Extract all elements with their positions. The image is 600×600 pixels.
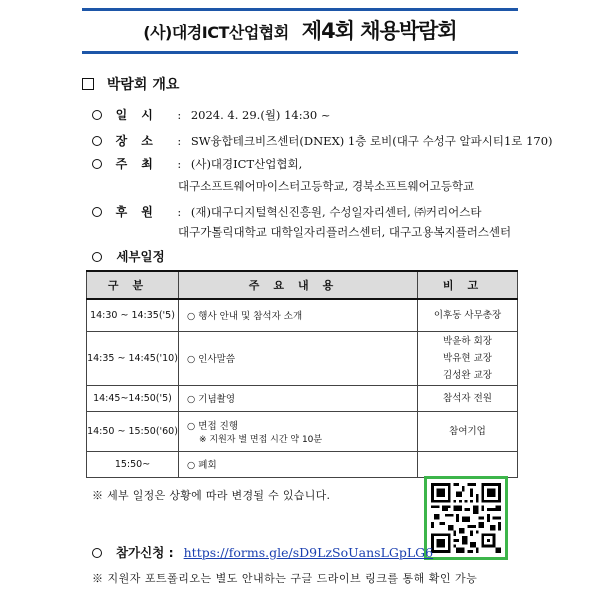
info-value: (사)대경ICT산업협회,: [190, 157, 303, 171]
qr-code[interactable]: [424, 476, 508, 560]
application-label: 참가신청 :: [115, 545, 174, 560]
application-line: [92, 543, 433, 561]
circle-bullet-icon: [92, 548, 102, 558]
table-header-row: [87, 271, 518, 299]
info-value: SW융합테크비즈센터(DNEX) 1층 로비(대구 수성구 알파시티1로 170): [190, 134, 553, 148]
content-line: ○ 면접 진행: [187, 420, 239, 432]
schedule-footnote: ※ 세부 일정은 상황에 따라 변경될 수 있습니다.: [92, 489, 331, 502]
column-header: 구분: [87, 271, 179, 299]
circle-bullet-icon: [92, 159, 102, 169]
content-cell: ○ 폐회: [179, 451, 418, 477]
title-org: (사)대경ICT산업협회: [143, 23, 289, 42]
circle-bullet-icon: [92, 110, 102, 120]
title-event: 제4회 채용박람회: [301, 19, 457, 43]
note-cell: [418, 299, 518, 331]
circle-bullet-icon: [92, 136, 102, 146]
note-line: 참여기업: [449, 425, 486, 437]
info-value-cont: 대구소프트웨어마이스터고등학교, 경북소프트웨어고등학교: [178, 179, 475, 193]
circle-bullet-icon: [92, 207, 102, 217]
content-cell: ○ 행사 안내 및 참석자 소개: [179, 299, 418, 331]
note-line: 박윤하 회장: [443, 335, 492, 347]
schedule-table: [86, 270, 518, 478]
info-label: 장소: [115, 134, 167, 148]
time-cell: 15:50~: [87, 451, 179, 477]
note-line: 이후동 사무총장: [433, 309, 502, 321]
note-line: 김성완 교장: [443, 369, 492, 381]
note-cell: [418, 331, 518, 385]
schedule-heading-text: 세부일정: [116, 249, 165, 264]
info-row-host: 주최 : (사)대경ICT산업협회,: [92, 155, 302, 172]
overview-heading-text: 박람회 개요: [106, 77, 180, 93]
info-row-sponsor: 후원 : (재)대구디지털혁신진흥원, 수성일자리센터, ㈜커리어스타: [92, 203, 481, 220]
time-cell: 14:45~14:50('5): [87, 385, 179, 411]
time-cell: 14:30 ~ 14:35('5): [87, 299, 179, 331]
info-row-venue: 장소 : SW융합테크비즈센터(DNEX) 1층 로비(대구 수성구 알파시티1로 170): [92, 132, 553, 149]
info-row-date: 일시 : 2024. 4. 29.(월) 14:30 ~: [92, 106, 331, 123]
info-label: 주최: [115, 157, 167, 171]
content-subnote: ※ 지원자 별 면접 시간 약 10분: [199, 434, 323, 445]
overview-heading: [82, 74, 179, 94]
info-value-cont: 대구가톨릭대학교 대학일자리플러스센터, 대구고용복지플러스센터: [178, 225, 512, 239]
note-cell: [418, 385, 518, 411]
info-value: (재)대구디지털혁신진흥원, 수성일자리센터, ㈜커리어스타: [190, 205, 482, 219]
table-row: [87, 299, 518, 331]
application-link[interactable]: https://forms.gle/sD9LzSoUansLGpLG6: [183, 545, 434, 560]
table-row: [87, 385, 518, 411]
info-label: 일시: [115, 108, 167, 122]
column-header: 비고: [418, 271, 518, 299]
table-row: [87, 331, 518, 385]
note-cell: [418, 451, 518, 477]
document-title: [82, 8, 518, 54]
column-header: 주요내용: [179, 271, 418, 299]
note-cell: [418, 411, 518, 451]
time-cell: 14:50 ~ 15:50('60): [87, 411, 179, 451]
info-value: 2024. 4. 29.(월) 14:30 ~: [190, 108, 331, 122]
table-row: [87, 411, 518, 451]
time-cell: 14:35 ~ 14:45('10): [87, 331, 179, 385]
portfolio-footnote: ※ 지원자 포트폴리오는 별도 안내하는 구글 드라이브 링크를 통해 확인 가능: [92, 572, 478, 585]
schedule-heading: [92, 247, 165, 265]
info-label: 후원: [115, 205, 167, 219]
content-cell: [179, 411, 418, 451]
content-cell: ○ 기념촬영: [179, 385, 418, 411]
qr-code-icon: [431, 483, 501, 553]
checkbox-square-icon: [82, 78, 94, 90]
circle-bullet-icon: [92, 252, 102, 262]
content-cell: ○ 인사말씀: [179, 331, 418, 385]
note-line: 참석자 전원: [443, 392, 492, 404]
note-line: 박유현 교장: [443, 352, 492, 364]
table-row: [87, 451, 518, 477]
